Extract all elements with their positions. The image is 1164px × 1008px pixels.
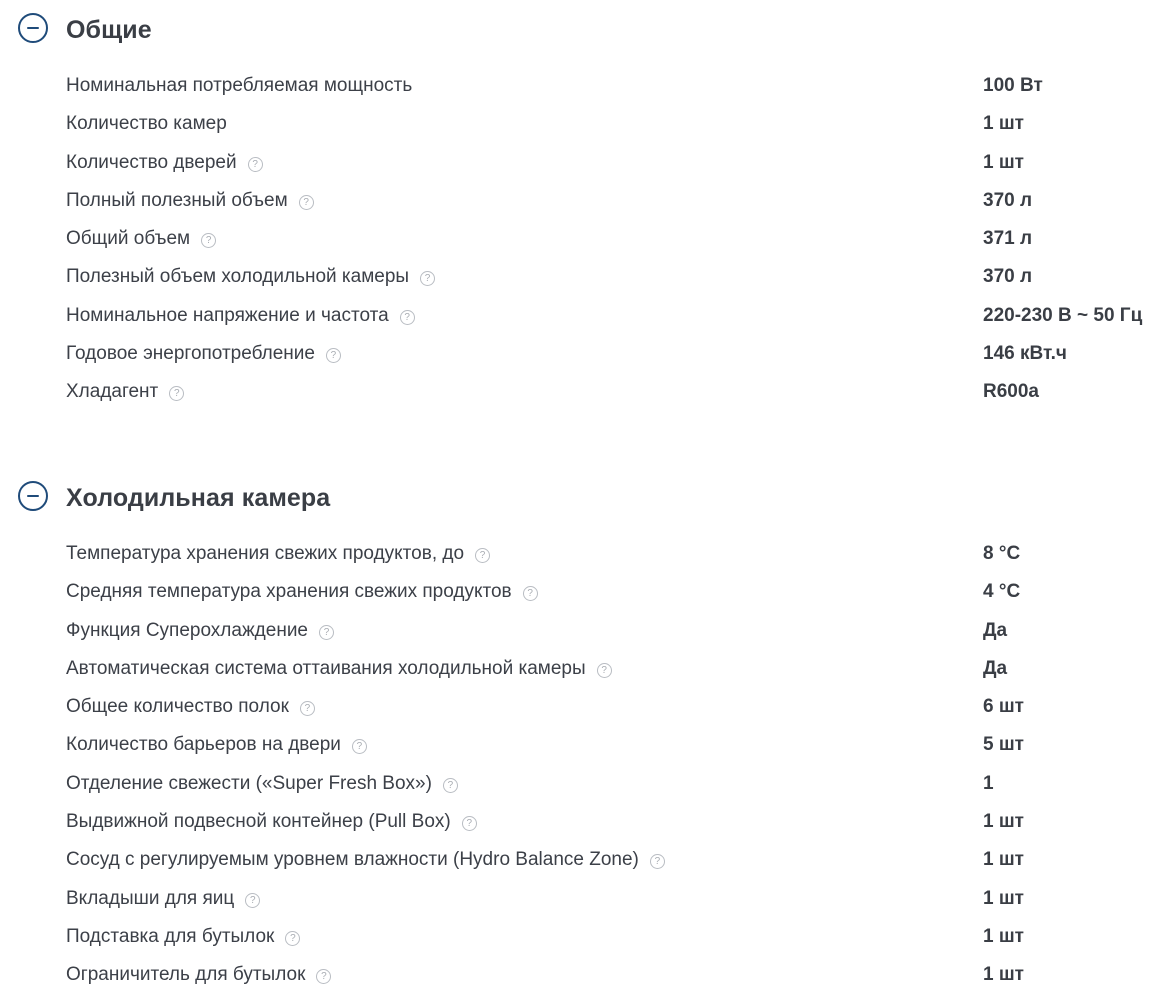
help-question-icon[interactable]: ? xyxy=(316,969,331,984)
spec-row xyxy=(0,841,1164,879)
collapse-minus-icon[interactable] xyxy=(18,481,48,511)
spec-label: Температура хранения свежих продуктов, до ? xyxy=(66,543,490,565)
spec-label: Количество камер xyxy=(66,113,227,135)
spec-value: 8 °C xyxy=(983,543,1021,564)
help-question-icon[interactable]: ? xyxy=(400,310,415,325)
section-title: Холодильная камера xyxy=(66,484,331,512)
spec-value: 1 шт xyxy=(983,849,1024,871)
help-question-icon[interactable]: ? xyxy=(462,816,477,831)
spec-value: Да xyxy=(983,657,1008,679)
spec-value: 1 шт xyxy=(983,811,1024,833)
spec-label: Общий объем ? xyxy=(66,228,216,250)
spec-row xyxy=(0,144,1164,182)
spec-label: Функция Суперохлаждение ? xyxy=(66,620,334,642)
section-title: Общие xyxy=(66,16,152,44)
help-question-icon[interactable]: ? xyxy=(523,586,538,601)
section-header-fridge-chamber[interactable] xyxy=(0,476,1164,516)
spec-value: 1 шт xyxy=(983,925,1024,947)
help-question-icon[interactable]: ? xyxy=(326,348,341,363)
help-question-icon[interactable]: ? xyxy=(597,663,612,678)
spec-row xyxy=(0,297,1164,335)
spec-row xyxy=(0,105,1164,143)
spec-list-general xyxy=(0,67,1164,412)
help-question-icon[interactable]: ? xyxy=(352,739,367,754)
spec-row xyxy=(0,573,1164,611)
spec-label: Полезный объем холодильной камеры ? xyxy=(66,266,435,288)
spec-value: 370 л xyxy=(983,189,1033,211)
collapse-minus-icon[interactable] xyxy=(18,13,48,43)
section-fridge-chamber xyxy=(0,476,1164,986)
spec-value: R600a xyxy=(983,381,1039,403)
spec-value: 100 Вт xyxy=(983,75,1043,96)
spec-label: Средняя температура хранения свежих продуктов ? xyxy=(66,581,538,603)
spec-value: 6 шт xyxy=(983,696,1024,718)
spec-row xyxy=(0,918,1164,956)
spec-label: Вкладыши для яиц ? xyxy=(66,888,260,910)
spec-row xyxy=(0,258,1164,296)
spec-row xyxy=(0,373,1164,411)
help-question-icon[interactable]: ? xyxy=(420,271,435,286)
help-question-icon[interactable]: ? xyxy=(285,931,300,946)
help-question-icon[interactable]: ? xyxy=(248,157,263,172)
help-question-icon[interactable]: ? xyxy=(299,195,314,210)
spec-label: Отделение свежести («Super Fresh Box») ? xyxy=(66,773,458,795)
help-question-icon[interactable]: ? xyxy=(169,386,184,401)
spec-value: 1 шт xyxy=(983,964,1024,986)
spec-row xyxy=(0,535,1164,573)
spec-row xyxy=(0,688,1164,726)
spec-row xyxy=(0,650,1164,688)
spec-row xyxy=(0,335,1164,373)
spec-value: 146 кВт.ч xyxy=(983,343,1067,365)
help-question-icon[interactable]: ? xyxy=(443,778,458,793)
spec-row xyxy=(0,765,1164,803)
spec-row xyxy=(0,726,1164,764)
help-question-icon[interactable]: ? xyxy=(300,701,315,716)
help-question-icon[interactable]: ? xyxy=(245,893,260,908)
spec-value: 1 шт xyxy=(983,151,1024,173)
spec-label: Номинальное напряжение и частота ? xyxy=(66,305,415,327)
spec-value: 371 л xyxy=(983,228,1033,250)
spec-value: Да xyxy=(983,619,1008,641)
spec-row xyxy=(0,67,1164,105)
spec-row xyxy=(0,182,1164,220)
help-question-icon[interactable]: ? xyxy=(650,854,665,869)
spec-value: 220-230 В ~ 50 Гц xyxy=(983,304,1143,326)
spec-row xyxy=(0,803,1164,841)
spec-label: Сосуд с регулируемым уровнем влажности (Hydro Balance Zone) ? xyxy=(66,849,665,871)
spec-value: 1 xyxy=(983,772,994,794)
spec-label: Номинальная потребляемая мощность xyxy=(66,75,413,96)
spec-label: Годовое энергопотребление ? xyxy=(66,343,341,365)
spec-value: 5 шт xyxy=(983,734,1024,756)
spec-list-fridge-chamber xyxy=(0,535,1164,995)
spec-label: Общее количество полок ? xyxy=(66,696,315,718)
spec-label: Ограничитель для бутылок ? xyxy=(66,964,331,986)
spec-value: 4 °C xyxy=(983,581,1021,603)
spec-label: Полный полезный объем ? xyxy=(66,190,314,212)
section-general xyxy=(0,8,1164,403)
help-question-icon[interactable]: ? xyxy=(475,548,490,563)
spec-label: Подставка для бутылок ? xyxy=(66,926,300,948)
spec-row xyxy=(0,220,1164,258)
spec-label: Количество барьеров на двери ? xyxy=(66,734,367,756)
spec-label: Количество дверей ? xyxy=(66,152,263,174)
spec-label: Автоматическая система оттаивания холодильной камеры ? xyxy=(66,658,612,680)
help-question-icon[interactable]: ? xyxy=(201,233,216,248)
spec-label: Выдвижной подвесной контейнер (Pull Box) ? xyxy=(66,811,477,833)
help-question-icon[interactable]: ? xyxy=(319,625,334,640)
spec-label: Хладагент ? xyxy=(66,381,184,403)
spec-value: 370 л xyxy=(983,266,1033,288)
spec-row xyxy=(0,612,1164,650)
spec-value: 1 шт xyxy=(983,887,1024,909)
section-header-general[interactable] xyxy=(0,8,1164,48)
spec-row xyxy=(0,880,1164,918)
spec-row xyxy=(0,956,1164,994)
spec-value: 1 шт xyxy=(983,113,1024,135)
